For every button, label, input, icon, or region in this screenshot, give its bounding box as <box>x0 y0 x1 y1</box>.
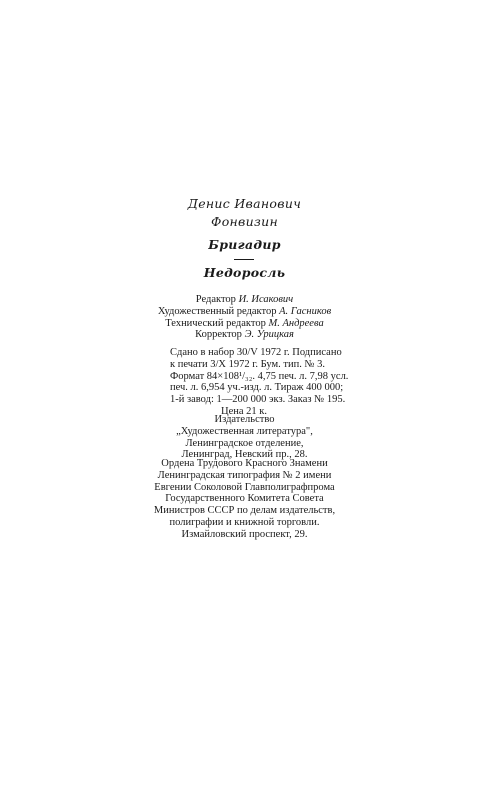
imprint-line: Формат 84×108¹/₃₂. 4,75 печ. л. 7,98 усл. <box>170 370 349 382</box>
printer-line: полиграфии и книжной торговли. <box>169 516 320 528</box>
printer-line: Министров СССР по делам издательств, <box>153 505 336 517</box>
imprint-line: 1-й завод: 1—200 000 экз. Заказ № 195. <box>170 394 346 406</box>
imprint-line: Сдано в набор 30/V 1972 г. Подписано <box>170 347 342 358</box>
price-line: Цена 21 к. <box>221 405 267 417</box>
print-imprint <box>170 347 349 418</box>
imprint-line: к печати 3/X 1972 г. Бум. тип. № 3. <box>170 358 325 370</box>
printer-line: Ленинградская типография № 2 имени <box>157 469 332 481</box>
credit-name: Э. Урицкая <box>244 329 294 341</box>
credit-role: Художественный редактор <box>157 305 277 317</box>
printer-line: Ордена Трудового Красного Знамени <box>161 458 328 469</box>
credit-name: И. Исакович <box>238 294 294 305</box>
author-line-2: Фонвизин <box>211 214 278 229</box>
credit-role: Технический редактор <box>165 317 266 329</box>
credit-line <box>0 329 489 341</box>
publisher-block <box>0 414 489 461</box>
publisher-line: Издательство <box>214 414 275 425</box>
credit-name: М. Андреева <box>268 317 324 329</box>
work-title-brigadir: Бригадир <box>208 237 281 252</box>
publisher-line: „Художественная литература", <box>176 425 313 437</box>
credits-block <box>0 294 489 341</box>
author-name <box>0 195 489 231</box>
publisher-line: Ленинградское отделение, <box>185 437 304 449</box>
credit-name: А. Гасников <box>279 305 332 317</box>
printer-line: Государственного Комитета Совета <box>165 493 324 505</box>
author-line-1: Денис Иванович <box>187 196 302 211</box>
title-separator <box>234 259 254 260</box>
credit-role: Корректор <box>195 329 242 341</box>
credit-role: Редактор <box>195 294 236 305</box>
work-title-nedorosl: Недоросль <box>203 265 286 280</box>
credit-line <box>0 294 489 306</box>
credit-line <box>0 306 489 318</box>
credit-line <box>0 318 489 330</box>
imprint-line: печ. л. 6,954 уч.-изд. л. Тираж 400 000; <box>170 382 344 394</box>
printer-line: Измайловский проспект, 29. <box>181 528 308 540</box>
publisher-line: Ленинград, Невский пр., 28. <box>181 449 308 461</box>
printer-block <box>0 458 489 541</box>
printer-line: Евгении Соколовой Главполиграфпрома <box>154 481 335 493</box>
